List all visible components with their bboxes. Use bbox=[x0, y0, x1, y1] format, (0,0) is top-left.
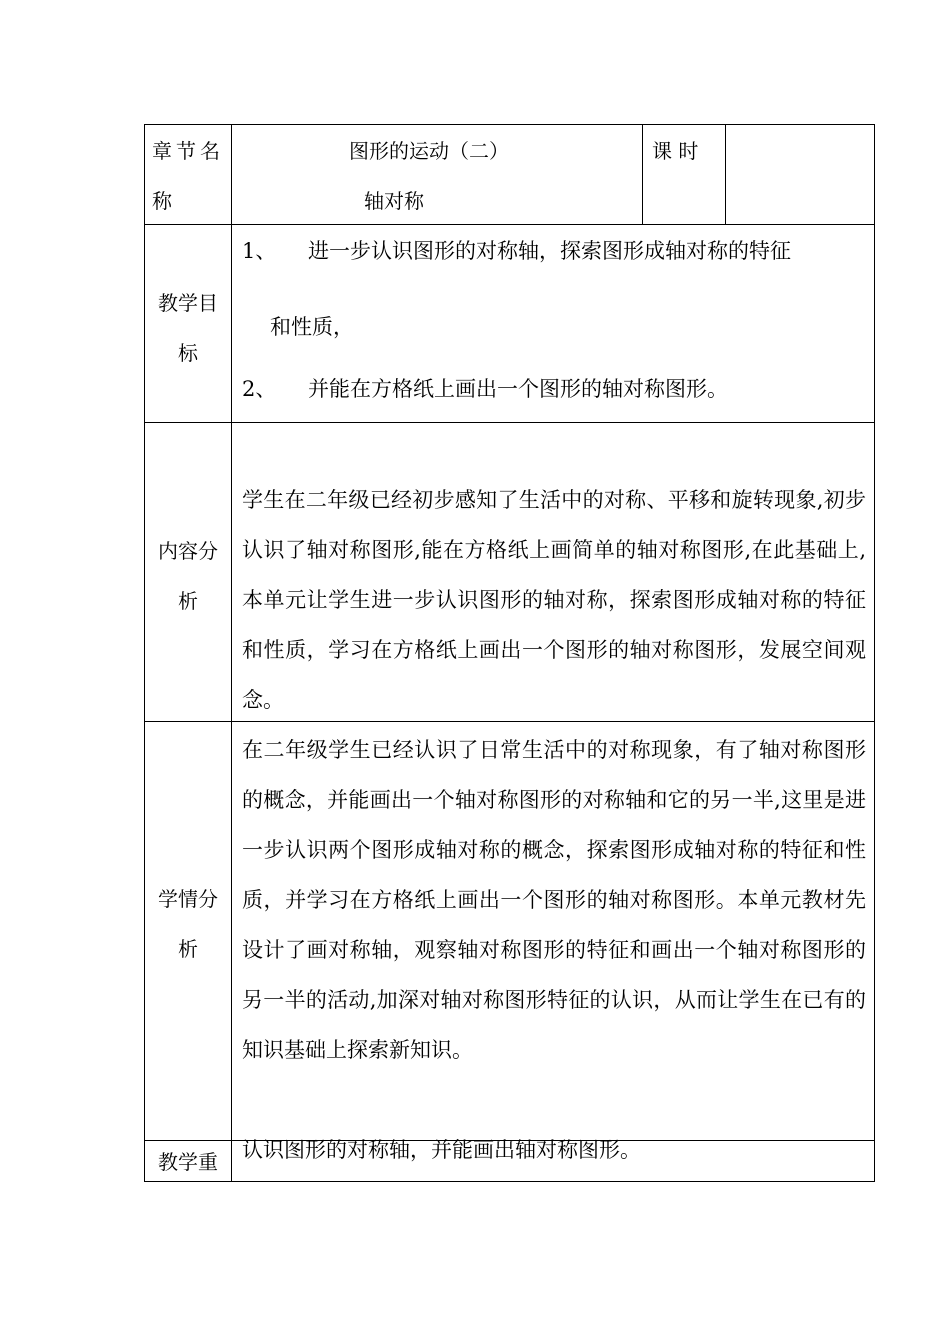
student-analysis-label-line2: 析 bbox=[178, 937, 198, 961]
chapter-subtitle: 轴对称 bbox=[364, 189, 424, 213]
objective-1-number: 1、 bbox=[242, 239, 277, 263]
objectives-label bbox=[144, 278, 232, 378]
header-divider-2 bbox=[725, 124, 726, 225]
objective-2-text: 并能在方格纸上画出一个图形的轴对称图形。 bbox=[308, 377, 728, 401]
lesson-plan-table bbox=[144, 124, 875, 1182]
content-analysis-label bbox=[144, 526, 232, 626]
key-points-text: 认识图形的对称轴，并能画出轴对称图形。 bbox=[242, 1138, 641, 1162]
objective-2-number: 2、 bbox=[242, 377, 277, 401]
objectives-label-line1: 教学目 bbox=[158, 291, 218, 315]
objective-1-continuation: 和性质， bbox=[270, 315, 354, 339]
row-divider bbox=[144, 224, 875, 225]
row-divider bbox=[144, 422, 875, 423]
key-points-label: 教学重 bbox=[158, 1150, 218, 1174]
student-analysis-label-line1: 学情分 bbox=[158, 887, 218, 911]
chapter-title: 图形的运动（二） bbox=[349, 139, 509, 163]
objective-1-text: 进一步认识图形的对称轴，探索图形成轴对称的特征 bbox=[308, 239, 791, 263]
content-analysis-text: 学生在二年级已经初步感知了生活中的对称、平移和旋转现象,初步认识了轴对称图形,能在方格纸上画简单的轴对称图形,在此基础上,本单元让学生进一步认识图形的轴对称，探索图形成轴对称的特征和性质，学习在方格纸上画出一个图形的轴对称图形，发展空间观念。 bbox=[242, 488, 866, 712]
content-analysis-label-line2: 析 bbox=[178, 589, 198, 613]
header-divider-1 bbox=[642, 124, 643, 225]
period-label: 课 时 bbox=[652, 139, 699, 163]
chapter-label-cont: 称 bbox=[152, 189, 172, 213]
content-analysis-label-line1: 内容分 bbox=[158, 539, 218, 563]
student-analysis-label bbox=[144, 874, 232, 974]
student-analysis-text: 在二年级学生已经认识了日常生活中的对称现象，有了轴对称图形的概念，并能画出一个轴对称图形的对称轴和它的另一半,这里是进一步认识两个图形成轴对称的概念，探索图形成轴对称的特征和性质，并学习在方格纸上画出一个图形的轴对称图形。本单元教材先设计了画对称轴，观察轴对称图形的特征和画出一个轴对称图形的另一半的活动,加深对轴对称图形特征的认识，从而让学生在已有的知识基础上探索新知识。 bbox=[242, 738, 866, 1062]
chapter-label: 章节名 bbox=[152, 139, 224, 163]
objectives-label-line2: 标 bbox=[178, 341, 198, 365]
